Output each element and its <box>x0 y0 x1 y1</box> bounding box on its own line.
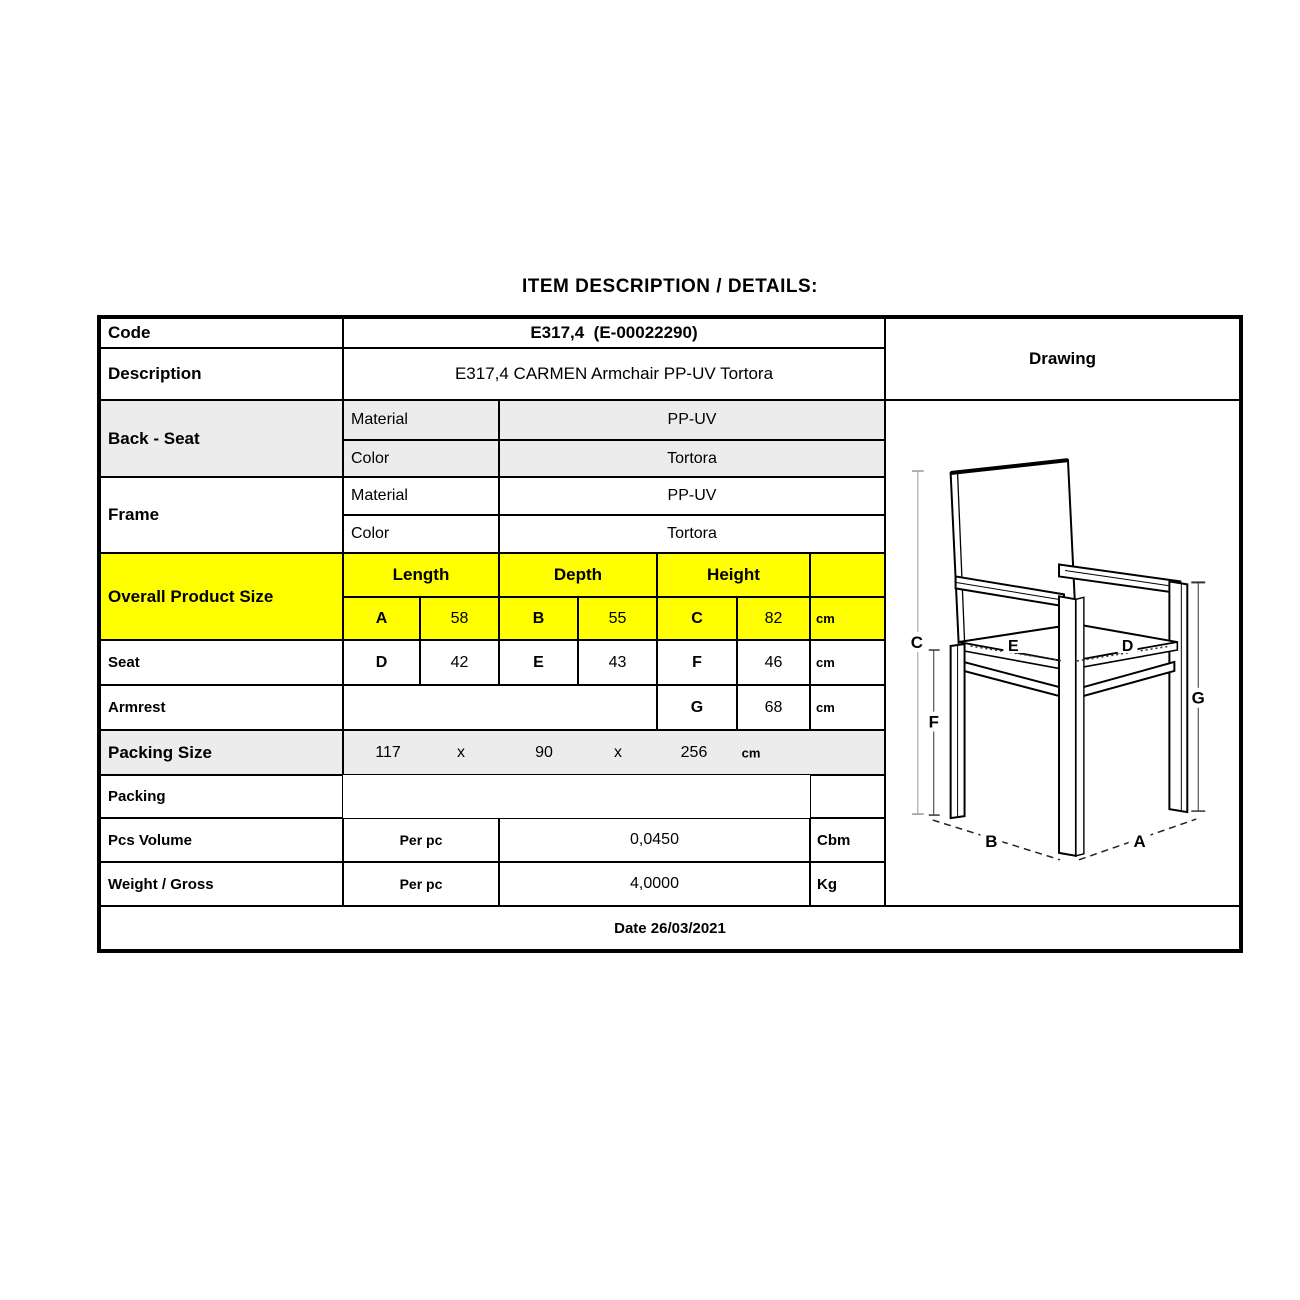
packing-size-x2: x <box>614 743 622 761</box>
armrest-unit: cm <box>810 685 885 730</box>
frame-material-label: Material <box>343 477 499 515</box>
packing-size-height: 256 <box>680 743 708 761</box>
back-seat-color-value: Tortora <box>499 440 885 477</box>
description-value: E317,4 CARMEN Armchair PP-UV Tortora <box>343 348 885 400</box>
pcs-volume-label: Pcs Volume <box>100 818 343 862</box>
dim-d-key: D <box>343 640 420 685</box>
pcs-volume-unit: Cbm <box>810 818 885 862</box>
packing-size-label: Packing Size <box>100 730 343 775</box>
dim-a-value: 58 <box>420 597 499 640</box>
dim-g-key: G <box>657 685 737 730</box>
page-title: ITEM DESCRIPTION / DETAILS: <box>521 276 819 297</box>
height-header: Height <box>657 553 810 597</box>
packing-label: Packing <box>100 775 343 818</box>
dim-e-value: 43 <box>578 640 657 685</box>
back-seat-material-label: Material <box>343 400 499 440</box>
armrest-empty-cell <box>343 685 657 730</box>
frame-material-value: PP-UV <box>499 477 885 515</box>
dim-line-label-f: F <box>928 712 939 732</box>
length-header: Length <box>343 553 499 597</box>
dim-f-key: F <box>657 640 737 685</box>
weight-gross-value: 4,0000 <box>499 862 810 906</box>
dim-c-key: C <box>657 597 737 640</box>
weight-gross-unit: Kg <box>810 862 885 906</box>
drawing-cell <box>885 400 1240 906</box>
dim-b-value: 55 <box>578 597 657 640</box>
dim-c-value: 82 <box>737 597 810 640</box>
chair-drawing <box>886 401 1239 905</box>
weight-gross-per-pc: Per pc <box>343 862 499 906</box>
depth-header: Depth <box>499 553 657 597</box>
description-label: Description <box>100 348 343 400</box>
overall-size-label: Overall Product Size <box>100 553 343 640</box>
pcs-volume-value: 0,0450 <box>499 818 810 862</box>
dim-line-label-e: E <box>1007 638 1019 656</box>
back-seat-material-value: PP-UV <box>499 400 885 440</box>
frame-label: Frame <box>100 477 343 553</box>
seat-label: Seat <box>100 640 343 685</box>
spec-table <box>97 315 1243 953</box>
code-label: Code <box>100 318 343 348</box>
packing-size-width: 90 <box>535 743 553 761</box>
dim-a-key: A <box>343 597 420 640</box>
frame-color-value: Tortora <box>499 515 885 553</box>
dim-b-key: B <box>499 597 578 640</box>
packing-size-length: 117 <box>375 743 401 761</box>
size-unit: cm <box>810 597 885 640</box>
packing-size-unit: cm <box>741 745 761 760</box>
code-value: E317,4 (E-00022290) <box>343 318 885 348</box>
back-seat-color-label: Color <box>343 440 499 477</box>
dim-f-value: 46 <box>737 640 810 685</box>
dim-line-label-c: C <box>910 633 923 653</box>
armrest-label: Armrest <box>100 685 343 730</box>
packing-size-x1: x <box>457 743 465 761</box>
drawing-header: Drawing <box>885 318 1240 400</box>
dim-line-label-d: D <box>1121 638 1134 656</box>
size-header-empty-cell <box>810 553 885 597</box>
back-seat-label: Back - Seat <box>100 400 343 477</box>
dim-e-key: E <box>499 640 578 685</box>
frame-color-label: Color <box>343 515 499 553</box>
dim-line-label-g: G <box>1191 688 1205 708</box>
seat-unit: cm <box>810 640 885 685</box>
weight-gross-label: Weight / Gross <box>100 862 343 906</box>
date-row: Date 26/03/2021 <box>100 906 1240 950</box>
packing-size-values <box>343 730 885 775</box>
dim-g-value: 68 <box>737 685 810 730</box>
dim-d-value: 42 <box>420 640 499 685</box>
packing-empty-cell <box>810 775 885 818</box>
pcs-volume-per-pc: Per pc <box>343 818 499 862</box>
dim-line-label-a: A <box>1133 831 1146 851</box>
dim-line-label-b: B <box>985 831 998 851</box>
